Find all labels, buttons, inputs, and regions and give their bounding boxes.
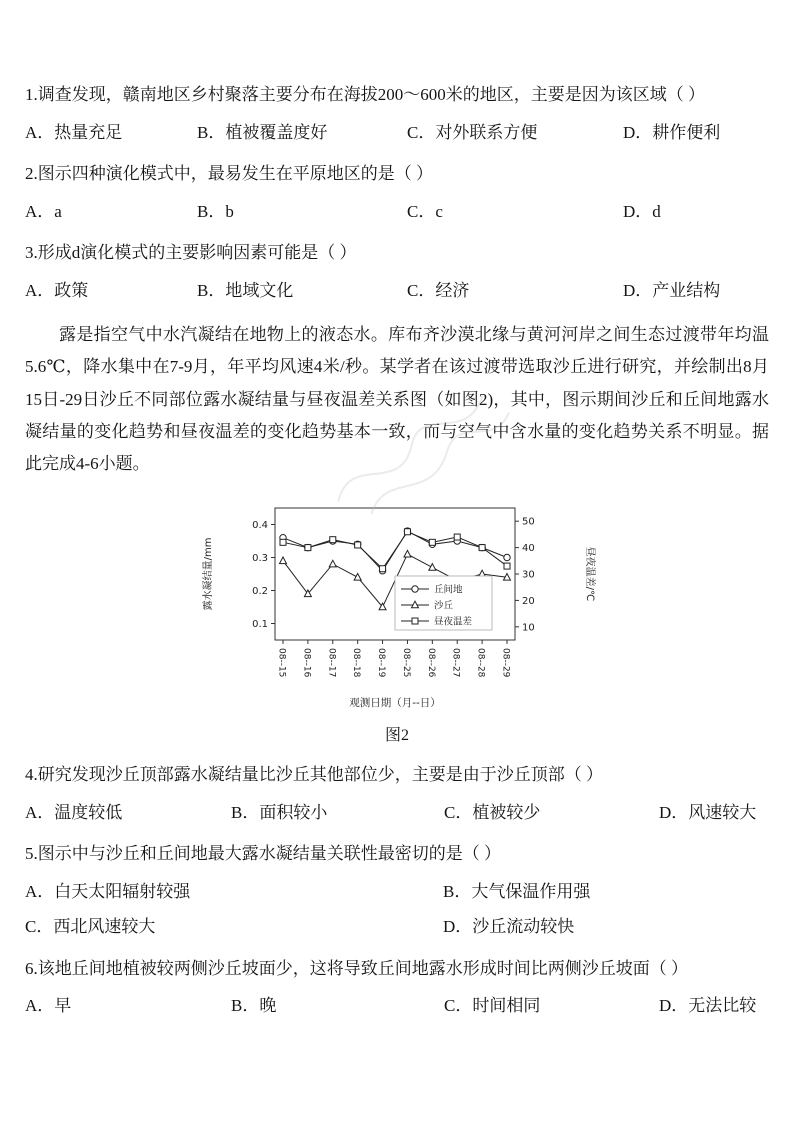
option-4b: B．面积较小 [231, 802, 328, 822]
svg-text:08--17: 08--17 [326, 648, 337, 678]
option-3c: C．经济 [407, 280, 470, 300]
question-4-options [25, 800, 769, 826]
question-2-options [25, 199, 769, 225]
option-6a: A．早 [25, 996, 72, 1016]
option-2a: A．a [25, 201, 62, 221]
option-4c: C．植被较少 [444, 802, 541, 822]
svg-text:10: 10 [522, 622, 535, 634]
dew-chart [197, 494, 597, 722]
option-3a: A．政策 [25, 280, 89, 300]
svg-text:0.1: 0.1 [252, 619, 268, 631]
svg-text:30: 30 [522, 569, 535, 581]
option-3b: B．地域文化 [197, 280, 294, 300]
passage-text: 露是指空气中水汽凝结在地物上的液态水。库布齐沙漠北缘与黄河河岸之间生态过渡带年均温5.6℃，降水集中在7-9月，年平均风速4米/秒。某学者在该过渡带选取沙丘进行研究，并绘制出8月15日-29日沙丘不同部位露水凝结量与昼夜温差关系图（如图2)，其中，图示期间沙丘和丘间地露水凝结量的变化趋势和昼夜温差的变化趋势基本一致，而与空气中含水量的变化趋势关系不明显。据此完成4-6小题。 [25, 325, 769, 474]
option-3d: D．产业结构 [623, 280, 721, 300]
option-6b: B．晚 [231, 996, 277, 1016]
question-1 [25, 82, 769, 145]
question-1-stem: 1.调查发现，赣南地区乡村聚落主要分布在海拔200～600米的地区，主要是因为该区域（ ） [25, 85, 705, 104]
svg-text:08--19: 08--19 [376, 648, 387, 678]
figure-2 [25, 494, 769, 748]
svg-text:50: 50 [522, 517, 535, 529]
question-5-options-row-1 [25, 879, 769, 905]
svg-text:08--28: 08--28 [475, 648, 486, 678]
option-1c: C．对外联系方便 [407, 122, 538, 142]
question-5-options-row-2 [25, 914, 769, 940]
option-6d: D．无法比较 [659, 996, 757, 1016]
question-3 [25, 240, 769, 303]
svg-text:20: 20 [522, 596, 535, 608]
question-6-options [25, 993, 769, 1019]
option-5d: D．沙丘流动较快 [443, 917, 575, 937]
option-1b: B．植被覆盖度好 [197, 122, 328, 142]
option-2c: C．c [407, 201, 443, 221]
question-4-stem: 4.研究发现沙丘顶部露水凝结量比沙丘其他部位少，主要是由于沙丘顶部（ ） [25, 765, 603, 785]
option-5b: B．大气保温作用强 [443, 881, 591, 901]
svg-text:丘间地: 丘间地 [434, 584, 463, 596]
svg-text:沙丘: 沙丘 [434, 600, 454, 612]
question-4 [25, 762, 769, 825]
option-4d: D．风速较大 [659, 802, 757, 822]
option-1d: D．耕作便利 [623, 122, 721, 142]
question-1-options [25, 120, 769, 146]
question-2-stem: 2.图示四种演化模式中，最易发生在平原地区的是（ ） [25, 164, 433, 183]
svg-text:观测日期（月--日）: 观测日期（月--日） [349, 697, 441, 710]
svg-text:08--15: 08--15 [276, 648, 287, 678]
option-2b: B．b [197, 201, 234, 221]
question-6-stem: 6.该地丘间地植被较两侧沙丘坡面少，这将导致丘间地露水形成时间比两侧沙丘坡面（ ） [25, 958, 688, 978]
svg-text:0.3: 0.3 [252, 553, 268, 565]
question-3-stem: 3.形成d演化模式的主要影响因素可能是（ ） [25, 243, 357, 262]
question-2 [25, 161, 769, 224]
svg-text:露水凝结量/mm: 露水凝结量/mm [203, 538, 214, 611]
svg-text:0.2: 0.2 [252, 586, 268, 598]
svg-text:40: 40 [522, 543, 535, 555]
option-1a: A．热量充足 [25, 122, 123, 142]
option-6c: C．时间相同 [444, 996, 541, 1016]
question-6 [25, 956, 769, 1019]
question-3-options [25, 278, 769, 304]
svg-text:08--26: 08--26 [425, 648, 436, 678]
option-4a: A．温度较低 [25, 802, 123, 822]
svg-text:昼夜温差/℃: 昼夜温差/℃ [584, 547, 595, 602]
svg-text:08--18: 08--18 [351, 648, 362, 678]
option-2d: D．d [623, 201, 661, 221]
figure-2-caption: 图2 [384, 727, 409, 745]
question-5-stem: 5.图示中与沙丘和丘间地最大露水凝结量关联性最密切的是（ ） [25, 844, 501, 864]
svg-text:0.4: 0.4 [252, 520, 268, 532]
svg-text:08--29: 08--29 [500, 648, 511, 678]
option-5a: A．白天太阳辐射较强 [25, 881, 191, 901]
svg-text:08--27: 08--27 [450, 648, 461, 678]
question-5 [25, 841, 769, 940]
svg-text:08--16: 08--16 [301, 648, 312, 678]
option-5c: C．西北风速较大 [25, 917, 156, 937]
svg-text:08--25: 08--25 [400, 648, 411, 678]
svg-text:昼夜温差: 昼夜温差 [434, 616, 473, 628]
